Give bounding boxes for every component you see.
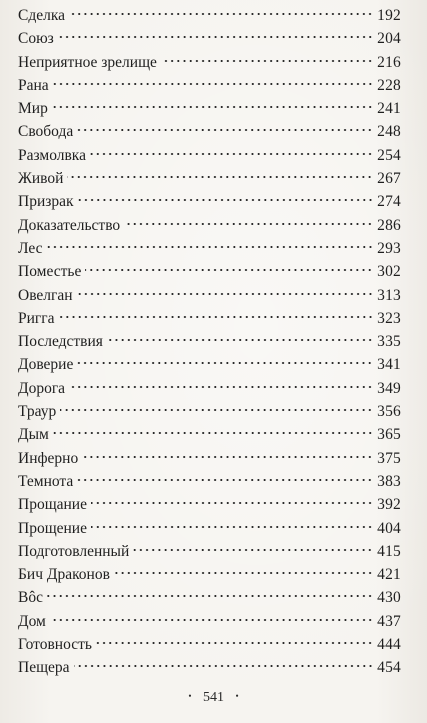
toc-entry [18, 377, 401, 400]
toc-entry-page-number: 254 [377, 146, 401, 164]
toc-entry-page-number: 216 [377, 53, 401, 71]
toc-entry-page-number: 437 [377, 612, 401, 630]
toc-entry [18, 190, 401, 213]
toc-entry-page-number: 323 [377, 309, 401, 327]
toc-entry-title: Траур [18, 403, 57, 421]
dot-leader [107, 337, 373, 343]
dot-leader [50, 617, 373, 623]
dot-leader [58, 34, 373, 40]
dot-leader [133, 547, 373, 553]
toc-entry-page-number: 421 [377, 566, 401, 584]
toc-entry [18, 144, 401, 167]
toc-entry-title: Дым [18, 426, 49, 444]
toc-entry-title: Живой [18, 170, 64, 188]
toc-entry [18, 633, 401, 656]
toc-entry-title: Призрак [18, 193, 74, 211]
toc-entry [18, 330, 401, 353]
toc-entry-page-number: 267 [377, 170, 401, 188]
toc-entry [18, 237, 401, 260]
toc-entry-page-number: 404 [377, 519, 401, 537]
toc-entry-title: Инферно [18, 449, 79, 467]
toc-entry-title: Последствия [18, 333, 103, 351]
toc-entry-title: Сделка [18, 7, 66, 24]
toc-entry [18, 260, 401, 283]
dot-leader [161, 58, 373, 64]
toc-entry [18, 517, 401, 540]
toc-entry-page-number: 392 [377, 496, 401, 514]
page-footer [0, 690, 427, 706]
page-number: 541 [203, 690, 224, 705]
toc-entry [18, 120, 401, 143]
toc-entry-page-number: 286 [377, 216, 401, 234]
toc-entry-page-number: 454 [377, 659, 401, 677]
toc-entry-title: Лес [18, 239, 43, 257]
dot-leader [90, 151, 373, 157]
toc-entry-page-number: 383 [377, 472, 401, 490]
toc-entry-page-number: 248 [377, 123, 401, 141]
toc-entry-page-number: 228 [377, 76, 401, 94]
dot-leader [77, 127, 373, 133]
dot-leader [82, 454, 373, 460]
toc-entry-title: Дом [18, 612, 46, 630]
toc-entry-title: Пещера [18, 659, 70, 677]
toc-entry-title: Союз [18, 30, 54, 48]
dot-leader [114, 570, 373, 576]
toc-entry-title: Размолвка [18, 146, 86, 164]
toc-entry-page-number: 349 [377, 379, 401, 397]
toc-entry [18, 353, 401, 376]
toc-entry-title: Темнота [18, 472, 74, 490]
dot-leader [91, 524, 373, 530]
toc-entry [18, 470, 401, 493]
toc-entry-title: Бич Драконов [18, 566, 110, 584]
toc-entry-title: Неприятное зрелище [18, 53, 157, 71]
toc-entry [18, 51, 401, 74]
toc-entry-title: Свобода [18, 123, 74, 141]
toc-entry-page-number: 241 [377, 100, 401, 118]
toc-entry-page-number: 365 [377, 426, 401, 444]
toc-entry-page-number: 313 [377, 286, 401, 304]
toc-entry [18, 493, 401, 516]
toc-entry-title: Мир [18, 100, 48, 118]
toc-entry-title: Вôс [18, 589, 43, 607]
folio-bullet-right: • [235, 691, 239, 701]
dot-leader [52, 104, 373, 110]
toc-entry [18, 447, 401, 470]
toc-entry-title: Овелган [18, 286, 73, 304]
toc-entry [18, 4, 401, 27]
dot-leader [124, 221, 373, 227]
toc-entry-page-number: 335 [377, 333, 401, 351]
toc-entry-page-number: 356 [377, 403, 401, 421]
toc-entry-title: Подготовленный [18, 542, 130, 560]
dot-leader [74, 663, 374, 669]
toc-entry-page-number: 302 [377, 263, 401, 281]
toc-entry-title: Прощение [18, 519, 87, 537]
dot-leader [85, 267, 373, 273]
toc-entry-page-number: 293 [377, 239, 401, 257]
toc-entry-page-number: 274 [377, 193, 401, 211]
dot-leader [77, 360, 373, 366]
toc-entry [18, 563, 401, 586]
folio-bullet-left: • [188, 691, 192, 701]
dot-leader [77, 291, 374, 297]
toc-entry-page-number: 430 [377, 589, 401, 607]
dot-leader [77, 477, 373, 483]
toc-entry-title: Готовность [18, 636, 92, 654]
dot-leader [69, 384, 373, 390]
toc-entry [18, 74, 401, 97]
toc-entry [18, 214, 401, 237]
toc-entry-title: Дорога [18, 379, 66, 397]
toc-entry-title: Прощание [18, 496, 87, 514]
toc-entry [18, 586, 401, 609]
toc-entry [18, 307, 401, 330]
dot-leader [69, 11, 373, 17]
table-of-contents [18, 4, 401, 680]
dot-leader [91, 500, 373, 506]
toc-entry-title: Рана [18, 76, 49, 94]
toc-entry-title: Поместье [18, 263, 82, 281]
toc-entry-page-number: 341 [377, 356, 401, 374]
toc-entry [18, 400, 401, 423]
toc-entry [18, 27, 401, 50]
toc-entry [18, 97, 401, 120]
toc-entry-page-number: 204 [377, 30, 401, 48]
dot-leader [96, 640, 373, 646]
toc-entry-page-number: 375 [377, 449, 401, 467]
toc-entry [18, 423, 401, 446]
dot-leader [78, 197, 374, 203]
dot-leader [53, 81, 373, 87]
dot-leader [47, 593, 373, 599]
dot-leader [67, 174, 373, 180]
toc-entry [18, 167, 401, 190]
toc-entry [18, 540, 401, 563]
toc-entry-title: Доказательство [18, 216, 121, 234]
toc-entry [18, 656, 401, 679]
toc-entry [18, 284, 401, 307]
toc-entry-page-number: 444 [377, 636, 401, 654]
dot-leader [59, 314, 374, 320]
toc-entry-page-number: 192 [377, 7, 401, 24]
dot-leader [60, 407, 373, 413]
toc-entry-title: Доверие [18, 356, 74, 374]
toc-entry-page-number: 415 [377, 542, 401, 560]
toc-entry [18, 610, 401, 633]
dot-leader [53, 430, 373, 436]
dot-leader [47, 244, 374, 250]
toc-entry-title: Ригга [18, 309, 55, 327]
